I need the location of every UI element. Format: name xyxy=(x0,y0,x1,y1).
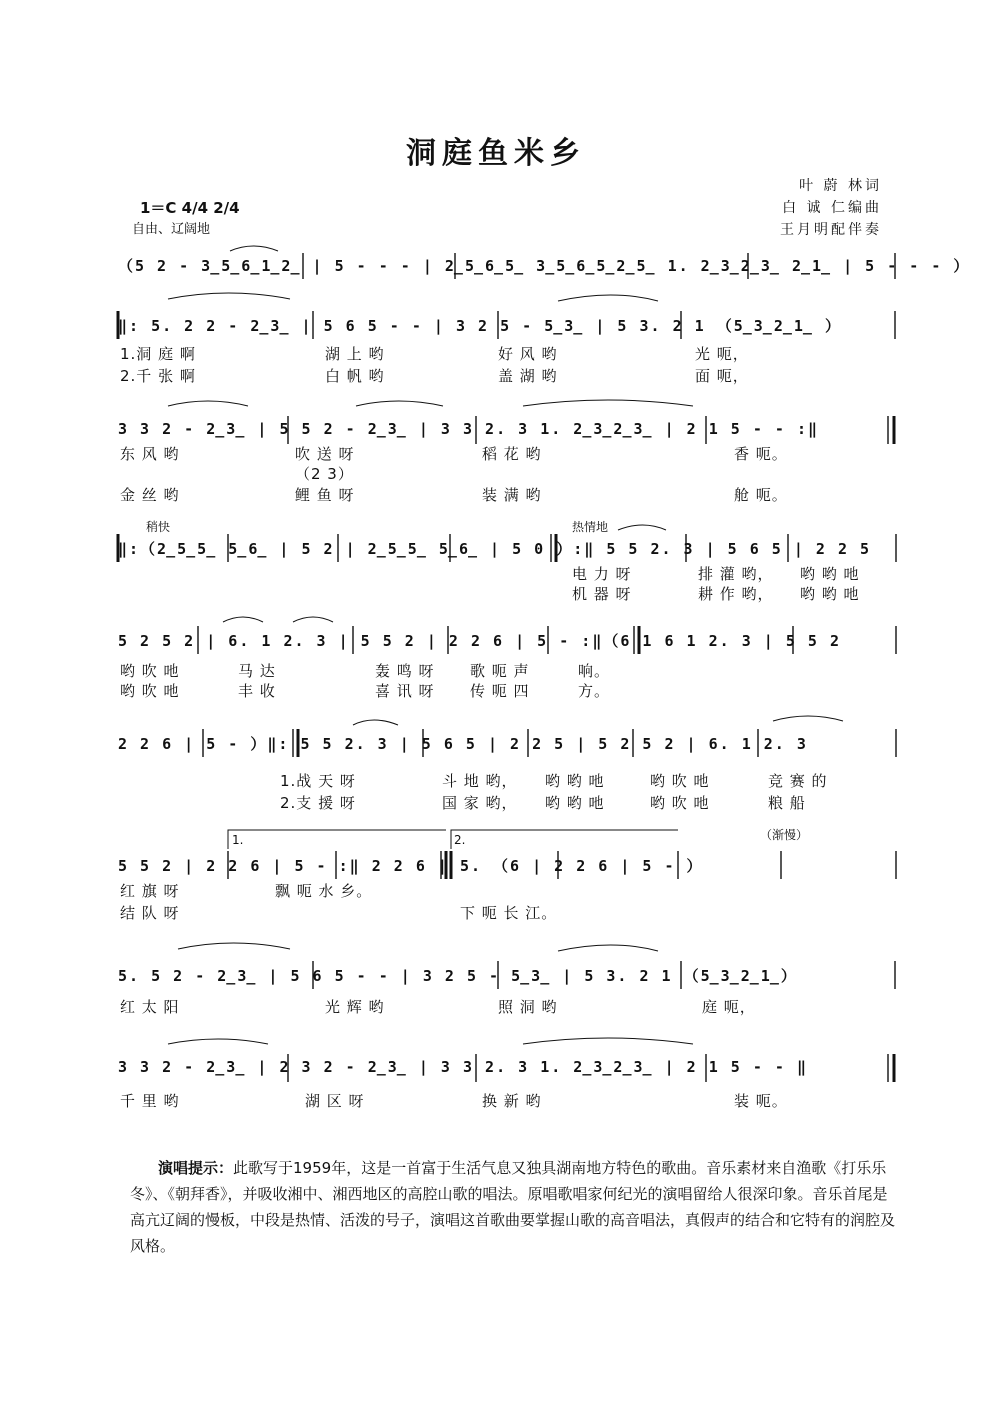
lyric: 传 呃 四 xyxy=(470,682,530,700)
lyric: 1.战 天 呀 xyxy=(280,772,356,790)
staff-8-notes: 5. 5 2 - 2̲3̲ | 5 6 5 - - | 3 2 5 - 5̲3̲ | 5 3. 2 1 （5̲3̲2̲1̲） xyxy=(118,967,798,985)
staff-5 xyxy=(118,620,898,660)
ending-2: 2. xyxy=(454,833,466,847)
staff-7 xyxy=(118,845,898,885)
lyric: 竞 赛 的 xyxy=(768,772,828,790)
lyric: 排 灌 哟， xyxy=(698,565,774,583)
lyricist: 叶 蔚 林词 xyxy=(799,178,882,194)
lyric: 哟 哟 吔 xyxy=(545,794,605,812)
lyric: 响。 xyxy=(578,662,611,680)
staff-8 xyxy=(118,955,898,995)
lyric: 好 风 哟 xyxy=(498,345,558,363)
staff-5-notes: 5 2 5 2 | 6. 1 2. 3 | 5 5 2 | 2 2 6 | 5 - :‖（6 1 6 1 2. 3 | 5 5 2 xyxy=(118,632,841,650)
lyric: 千 里 哟 xyxy=(120,1092,180,1110)
lyric: 丰 收 xyxy=(238,682,276,700)
lyric: 湖 上 哟 xyxy=(325,345,385,363)
lyric: 国 家 哟， xyxy=(442,794,518,812)
page-title: 洞庭鱼米乡 xyxy=(406,136,586,171)
lyric: 歌 呃 声 xyxy=(470,662,530,680)
lyric: 飘 呃 水 乡。 xyxy=(275,882,373,900)
lyric: 金 丝 哟 xyxy=(120,486,180,504)
lyric: 湖 区 呀 xyxy=(305,1092,365,1110)
lyric: 马 达 xyxy=(238,662,276,680)
lyric: 红 太 阳 xyxy=(120,998,180,1016)
credits xyxy=(780,175,882,241)
lyric: 下 呃 长 江。 xyxy=(460,904,558,922)
lyric: 哟 吹 吔 xyxy=(650,772,710,790)
tempo-intro: 自由、辽阔地 xyxy=(132,222,211,237)
lyric: 耕 作 哟， xyxy=(698,585,774,603)
staff-4 xyxy=(118,528,898,568)
tips-text: 此歌写于1959年，这是一首富于生活气息又独具湖南地方特色的歌曲。音乐素材来自渔歌《打乐乐冬》、《朝拜香》，并吸收湘中、湘西地区的高腔山歌的唱法。原唱歌唱家何纪光的演唱留给人很深印象。音乐首尾是高亢辽阔的慢板，中段是热情、活泼的号子，演唱这首歌曲要掌握山歌的高音唱法，真假声的结合和它特有的润腔及风格。 xyxy=(130,1159,896,1255)
staff-4-notes: ‖:（2̲5̲5̲ 5̲6̲ | 5 2 | 2̲5̲5̲ 5̲6̲ | 5 0 ）:‖ 5 5 2. 3 | 5 6 5 | 2 2 5 xyxy=(118,540,872,558)
lyric: 机 器 呀 xyxy=(572,585,632,603)
lyric: 哟 吹 吔 xyxy=(120,682,180,700)
lyric: 方。 xyxy=(578,682,611,700)
lyric: 哟 吹 吔 xyxy=(120,662,180,680)
lyric: 2.支 援 呀 xyxy=(280,794,356,812)
lyric: 照 洞 哟 xyxy=(498,998,558,1016)
lyric: 哟 哟 吔 xyxy=(800,565,860,583)
tempo-slow: （渐慢） xyxy=(760,828,809,842)
lyric: 电 力 呀 xyxy=(572,565,632,583)
lyric: 换 新 哟 xyxy=(482,1092,542,1110)
composer: 白 诚 仁编曲 xyxy=(782,200,882,216)
lyric: 装 满 哟 xyxy=(482,486,542,504)
lyric: 结 队 呀 xyxy=(120,904,180,922)
lyric: 轰 鸣 呀 xyxy=(375,662,435,680)
lyric: 哟 哟 吔 xyxy=(545,772,605,790)
lyric: 盖 湖 哟 xyxy=(498,367,558,385)
staff-2 xyxy=(118,305,898,345)
lyric: 喜 讯 呀 xyxy=(375,682,435,700)
lyric: 面 呃， xyxy=(695,367,749,385)
tips-label: 演唱提示： xyxy=(158,1159,234,1177)
lyric: 光 辉 哟 xyxy=(325,998,385,1016)
lyric: 红 旗 呀 xyxy=(120,882,180,900)
staff-6-notes: 2 2 6 | 5 - ）‖: 5 5 2. 3 | 5 6 5 | 2 2 5 | 5 2 5 2 | 6. 1 2. 3 xyxy=(118,735,808,753)
lyric: 鲤 鱼 呀 xyxy=(295,486,355,504)
accompaniment: 王月明配伴奏 xyxy=(780,222,882,238)
lyric: 吹 送 呀 xyxy=(295,445,355,463)
lyric: 2.千 张 啊 xyxy=(120,367,196,385)
lyric: 白 帆 哟 xyxy=(325,367,385,385)
lyric: 光 呃， xyxy=(695,345,749,363)
lyric: 装 呃。 xyxy=(734,1092,788,1110)
lyric: 东 风 哟 xyxy=(120,445,180,463)
staff-6 xyxy=(118,723,898,763)
lyric: 斗 地 哟， xyxy=(442,772,518,790)
staff-3-notes: 3 3 2 - 2̲3̲ | 5 5 2 - 2̲3̲ | 3 3 2. 3 1. 2̲3̲2̲3̲ | 2 1 5 - - :‖ xyxy=(118,420,819,438)
lyric: 粮 船 xyxy=(768,794,806,812)
lyric: 哟 吹 吔 xyxy=(650,794,710,812)
ending-1: 1. xyxy=(232,833,244,847)
lyric: 舱 呃。 xyxy=(734,486,788,504)
staff-9 xyxy=(118,1048,898,1088)
lyric: 香 呃。 xyxy=(734,445,788,463)
lyric: 1.洞 庭 啊 xyxy=(120,345,196,363)
lyric: 庭 呃， xyxy=(702,998,756,1016)
tempo-passion: 热情地 xyxy=(572,520,609,534)
staff-2-notes: ‖: 5. 2 2 - 2̲3̲ | 5 6 5 - - | 3 2 5 - 5̲3̲ | 5 3. 2 1 （5̲3̲2̲1̲ ） xyxy=(118,317,842,335)
staff-9-notes: 3 3 2 - 2̲3̲ | 2 3 2 - 2̲3̲ | 3 3 2. 3 1. 2̲3̲2̲3̲ | 2 1 5 - - ‖ xyxy=(118,1058,808,1076)
staff-7-notes: 5 5 2 | 2 2 6 | 5 - :‖ 2 2 6 | 5. （6 | 2 2 6 | 5 - ） xyxy=(118,857,704,875)
staff-1-notes: （5 2 - 3̲5̲6̲1̲2̲ | 5 - - - | 2̲5̲6̲5̲ 3̲5̲6̲5̲2̲5̲ 1. 2̲3̲2̲3̲ 2̲1̲ | 5 - - - ） xyxy=(118,257,971,275)
lyric: 哟 哟 吔 xyxy=(800,585,860,603)
lyric: 稻 花 哟 xyxy=(482,445,542,463)
staff-1 xyxy=(118,245,971,285)
lyrics-s3-mid: （2 3） xyxy=(295,465,354,483)
tempo-fast: 稍快 xyxy=(146,520,171,534)
singing-tips xyxy=(130,1155,900,1259)
key-signature: 1＝C 4/4 2/4 xyxy=(140,199,240,217)
